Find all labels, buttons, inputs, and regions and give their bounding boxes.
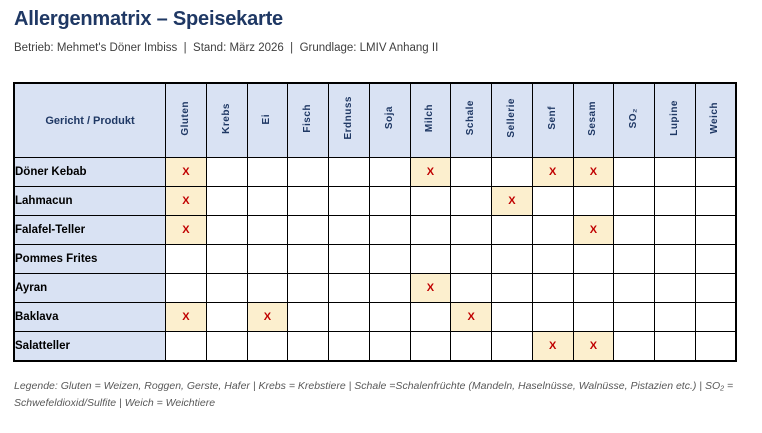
empty-cell [573, 303, 614, 332]
empty-cell [288, 303, 329, 332]
dish-name: Baklava [14, 303, 166, 332]
empty-cell [532, 187, 573, 216]
empty-cell [288, 216, 329, 245]
page-subtitle: Betrieb: Mehmet's Döner Imbiss | Stand: März 2026 | Grundlage: LMIV Anhang II [14, 42, 439, 54]
empty-cell [369, 187, 410, 216]
dish-name: Lahmacun [14, 187, 166, 216]
table-row [14, 245, 736, 274]
allergen-column-header [247, 83, 288, 158]
allergen-column-header [288, 83, 329, 158]
empty-cell [655, 216, 696, 245]
allergen-column-header [655, 83, 696, 158]
dish-name: Salatteller [14, 332, 166, 361]
empty-cell [655, 158, 696, 187]
empty-cell [451, 216, 492, 245]
empty-cell [288, 245, 329, 274]
allergen-mark-cell: X [573, 332, 614, 361]
allergen-column-label: Weich [709, 102, 721, 134]
table-row [14, 274, 736, 303]
empty-cell [166, 274, 207, 303]
empty-cell [369, 332, 410, 361]
empty-cell [492, 245, 533, 274]
empty-cell [206, 303, 247, 332]
allergen-column-label: Schale [465, 100, 477, 136]
empty-cell [614, 187, 655, 216]
empty-cell [492, 158, 533, 187]
allergen-column-label: Gluten [179, 100, 191, 136]
empty-cell [369, 303, 410, 332]
allergen-mark-cell: X [247, 303, 288, 332]
allergen-mark-cell: X [492, 187, 533, 216]
table-body [14, 158, 736, 361]
allergen-column-label: Krebs [220, 102, 232, 134]
empty-cell [695, 274, 736, 303]
allergen-column-label: Fisch [302, 103, 314, 133]
table-row [14, 332, 736, 361]
empty-cell [288, 187, 329, 216]
empty-cell [614, 274, 655, 303]
allergen-mark-cell: X [410, 158, 451, 187]
allergen-column-header [573, 83, 614, 158]
allergen-column-header [166, 83, 207, 158]
empty-cell [288, 158, 329, 187]
empty-cell [166, 332, 207, 361]
empty-cell [573, 274, 614, 303]
empty-cell [369, 245, 410, 274]
empty-cell [695, 158, 736, 187]
empty-cell [329, 158, 370, 187]
empty-cell [492, 216, 533, 245]
empty-cell [573, 245, 614, 274]
empty-cell [614, 303, 655, 332]
allergen-column-label: Milch [424, 103, 436, 133]
empty-cell [695, 245, 736, 274]
empty-cell [329, 245, 370, 274]
empty-cell [206, 187, 247, 216]
allergen-matrix-table [13, 82, 737, 362]
empty-cell [451, 332, 492, 361]
empty-cell [695, 303, 736, 332]
empty-cell [492, 303, 533, 332]
table-row [14, 216, 736, 245]
allergen-column-label: SO₂ [628, 107, 640, 129]
empty-cell [247, 332, 288, 361]
empty-cell [206, 245, 247, 274]
table-header [14, 83, 736, 158]
empty-cell [288, 274, 329, 303]
empty-cell [329, 274, 370, 303]
empty-cell [451, 158, 492, 187]
allergen-mark-cell: X [166, 158, 207, 187]
empty-cell [288, 332, 329, 361]
allergen-column-header [369, 83, 410, 158]
empty-cell [206, 158, 247, 187]
allergen-column-header [410, 83, 451, 158]
allergen-column-header [492, 83, 533, 158]
allergen-column-label: Erdnuss [342, 96, 354, 140]
empty-cell [206, 216, 247, 245]
empty-cell [247, 274, 288, 303]
empty-cell [247, 245, 288, 274]
empty-cell [247, 216, 288, 245]
empty-cell [492, 332, 533, 361]
allergen-mark-cell: X [451, 303, 492, 332]
allergen-column-header [614, 83, 655, 158]
empty-cell [451, 245, 492, 274]
empty-cell [166, 245, 207, 274]
dish-name: Ayran [14, 274, 166, 303]
empty-cell [329, 303, 370, 332]
empty-cell [614, 332, 655, 361]
empty-cell [369, 216, 410, 245]
empty-cell [695, 187, 736, 216]
allergen-mark-cell: X [166, 187, 207, 216]
empty-cell [614, 158, 655, 187]
empty-cell [410, 187, 451, 216]
dish-name: Döner Kebab [14, 158, 166, 187]
table-row [14, 303, 736, 332]
empty-cell [329, 187, 370, 216]
allergen-column-header [206, 83, 247, 158]
allergen-mark-cell: X [532, 332, 573, 361]
empty-cell [247, 158, 288, 187]
empty-cell [655, 245, 696, 274]
empty-cell [492, 274, 533, 303]
empty-cell [206, 332, 247, 361]
allergen-column-header [329, 83, 370, 158]
empty-cell [410, 332, 451, 361]
allergen-column-label: Lupine [668, 100, 680, 136]
empty-cell [695, 216, 736, 245]
allergen-mark-cell: X [532, 158, 573, 187]
allergen-mark-cell: X [410, 274, 451, 303]
empty-cell [532, 216, 573, 245]
allergen-column-header [451, 83, 492, 158]
empty-cell [329, 332, 370, 361]
empty-cell [410, 245, 451, 274]
empty-cell [655, 274, 696, 303]
allergen-mark-cell: X [573, 216, 614, 245]
empty-cell [329, 216, 370, 245]
empty-cell [573, 187, 614, 216]
allergen-column-label: Senf [546, 106, 558, 130]
table-row [14, 187, 736, 216]
table-row [14, 158, 736, 187]
empty-cell [206, 274, 247, 303]
allergen-column-label: Soja [383, 106, 395, 130]
empty-cell [614, 216, 655, 245]
legend-text: Legende: Gluten = Weizen, Roggen, Gerste, Hafer | Krebs = Krebstiere | Schale =Schalenfrüchte (Mandeln, Haselnüsse, Walnüsse, Pistazien etc.) | SO₂ = Schwefeldioxid/Sulfite | Weich = Weichtiere [14, 380, 734, 410]
empty-cell [451, 274, 492, 303]
empty-cell [532, 303, 573, 332]
empty-cell [410, 303, 451, 332]
dish-name: Falafel-Teller [14, 216, 166, 245]
empty-cell [655, 187, 696, 216]
empty-cell [369, 158, 410, 187]
allergen-column-label: Sellerie [505, 98, 517, 138]
allergen-column-header [695, 83, 736, 158]
empty-cell [369, 274, 410, 303]
allergen-mark-cell: X [166, 216, 207, 245]
allergen-column-label: Sesam [587, 100, 599, 136]
dish-name: Pommes Frites [14, 245, 166, 274]
empty-cell [451, 187, 492, 216]
empty-cell [532, 274, 573, 303]
allergen-mark-cell: X [573, 158, 614, 187]
header-row [14, 83, 736, 158]
empty-cell [247, 187, 288, 216]
empty-cell [655, 332, 696, 361]
allergen-column-label: Ei [261, 114, 273, 125]
empty-cell [410, 216, 451, 245]
empty-cell [695, 332, 736, 361]
corner-header-gericht-produkt: Gericht / Produkt [14, 83, 166, 158]
empty-cell [532, 245, 573, 274]
allergen-mark-cell: X [166, 303, 207, 332]
empty-cell [614, 245, 655, 274]
empty-cell [655, 303, 696, 332]
page-title: Allergenmatrix – Speisekarte [14, 8, 283, 30]
allergen-column-header [532, 83, 573, 158]
